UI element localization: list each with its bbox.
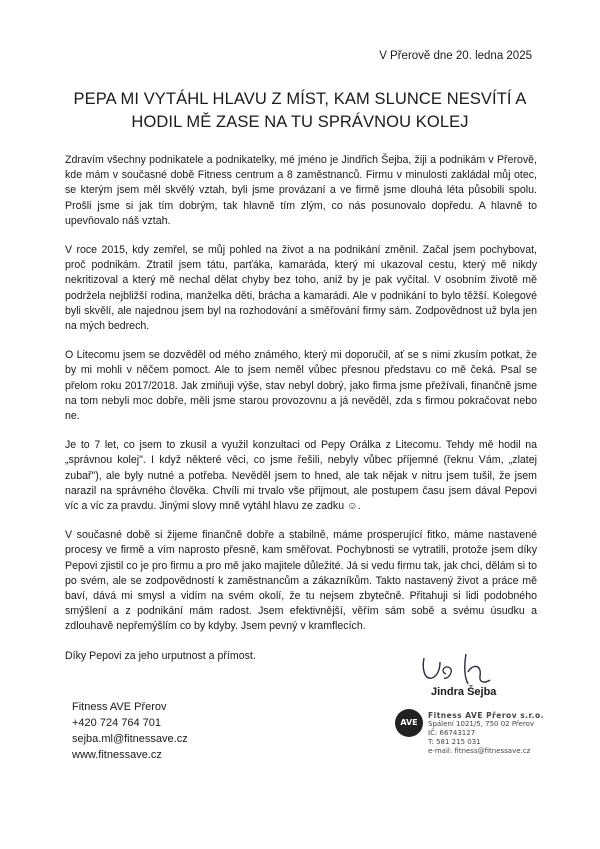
paragraph: O Litecomu jsem se dozvěděl od mého známého, který mi doporučil, ať se s nimi zkusím potkat, že by mi mohli v něčem pomoct. Ale to jsem neměl vůbec přesnou představu co mě čeká. Psal se přelom roku 2017/2018. Jak zmiňuji výše, stav nebyl dobrý, jako firma jsme přežívali, finančně jsme na tom nebyli moc dobře, měli jsme starou provozovnu a já nevěděl, zda s firmou pokračovat nebo ne.: [65, 349, 537, 423]
stamp-line: Fitness AVE Přerov s.r.o.: [428, 711, 545, 720]
ave-logo-icon: AVE: [395, 709, 423, 737]
letter-title-line-1: PEPA MI VYTÁHL HLAVU Z MÍST, KAM SLUNCE NESVÍTÍ A: [73, 90, 527, 108]
stamp-line: e-mail: fitness@fitnessave.cz: [428, 747, 531, 755]
phone-number: +420 724 764 701: [72, 717, 162, 729]
company-stamp: [395, 703, 545, 775]
paragraph: V roce 2015, kdy zemřel, se můj pohled na život a na podnikání změnil. Začal jsem pochybovat, proč podnikám. Ztratil jsem tátu, parťáka, kamaráda, který mi ukazoval cestu, který mě nikdy nekritizoval a který mě nechal dělat chyby bez toho, aniž by je pak vyčítal. V osobním životě mě podržela nejbližší rodina, manželka děti, brácha a kamarádi. Ale v podnikání to bylo těžší. Kolegové byli skvělí, ale najednou jsem byl na rozhodování a směřování firmy sám. Zodpovědnost už byla jen na mých bedrech.: [65, 244, 537, 333]
signer-name: Jindra Šejba: [431, 686, 497, 698]
company-name: Fitness AVE Přerov: [72, 701, 167, 713]
paragraph: V současné době si žijeme finančně dobře a stabilně, máme prosperující fitko, máme nastavené procesy ve firmě a vím naprosto přesně, kam směřovat. Pochybnosti se vytratili, protože jsem díky Pepovi zjistil co je pro firmu a pro mě jako majitele důležité. Já si vedu firmu tak, jak chci, dělám si to po svém, ale se zodpovědností k zaměstnancům a zákazníkům. Takto nastavený život a práce mě baví, dává mi smysl a vidím na svém okolí, že tu nejsem zbytečně. Přitahuji si lidi podobného smýšlení a z podnikání mám radost. Jsem efektivnější, věřím sám sobě a svému úsudku a zdlouhavě nepřemýšlím co by kdyby. Jsem pevný v kramflecích.: [65, 529, 537, 633]
stamp-line: Spálení 1021/5, 750 02 Přerov: [428, 720, 535, 728]
stamp-line: T: 581 215 031: [428, 738, 481, 746]
paragraph: Zdravím všechny podnikatele a podnikatelky, mé jméno je Jindřich Šejba, žiji a podnikám v Přerově, kde mám v současné době Fitness centrum a 8 zaměstnanců. Firmu v minulosti zakládal můj otec, se kterým jsem měl skvělý vztah, byli jsme provázaní a ve firmě jsme dlouhá léta působili spolu. Prošli jsme si jak tím dobrým, tak hlavně tím zlým, co nás posunovalo dopředu. A hlavně to upevňovalo náš vztah.: [65, 154, 537, 227]
email-address: sejba.ml@fitnessave.cz: [72, 733, 188, 745]
stamp-text: [428, 711, 544, 756]
letter-title-line-2: HODIL MĚ ZASE NA TU SPRÁVNOU KOLEJ: [131, 113, 469, 131]
stamp-line: IČ: 66743127: [428, 729, 476, 737]
paragraph: Je to 7 let, co jsem to zkusil a využil konzultaci od Pepy Orálka z Litecomu. Tehdy mě hodil na „správnou kolej". I když některé věci, co jsme řešili, nebyly vůbec příjemné (řeknu Vám, „zlatej zubař"), ale byly nutné a potřeba. Nevěděl jsem to hned, ale tak nějak v nitru jsem tušil, že jsem narazil na správného člověka. Chvíli mi trvalo vše přijmout, ale postupem času jsem dával Pepovi víc a víc za pravdu. Jinými slovy mně vytáhl hlavu ze zadku ☺.: [65, 439, 537, 513]
letter-title: [60, 88, 540, 134]
website-url: www.fitnessave.cz: [72, 749, 162, 761]
contact-block: [72, 699, 188, 763]
closing-paragraph: Díky Pepovi za jeho urputnost a přímost.: [65, 649, 256, 662]
letter-date: V Přerově dne 20. ledna 2025: [379, 50, 532, 62]
handwritten-signature: [410, 650, 520, 690]
letter-body: [65, 153, 537, 678]
